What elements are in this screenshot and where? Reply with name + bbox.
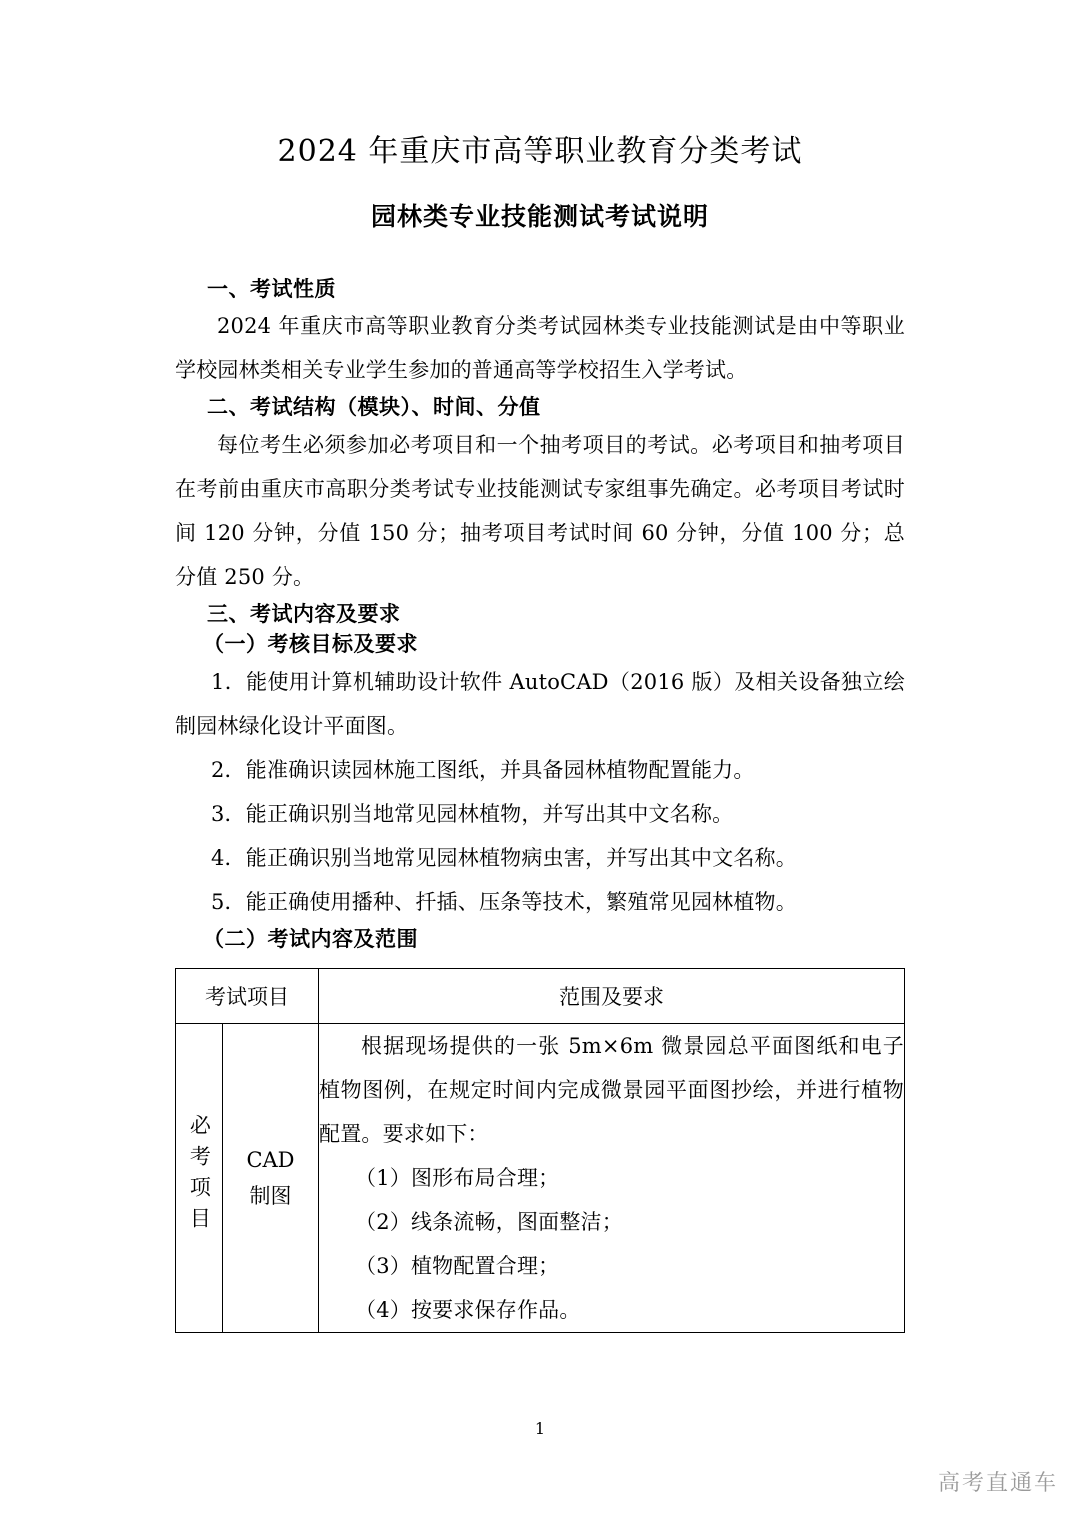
section-1-paragraph: 2024 年重庆市高等职业教育分类考试园林类专业技能测试是由中等职业学校园林类相关专业学生参加的普通高等学校招生入学考试。 bbox=[175, 314, 905, 383]
spacer bbox=[175, 246, 905, 260]
objective-item-4: 4．能正确识别当地常见园林植物病虫害，并写出其中文名称。 bbox=[211, 845, 797, 870]
table-header-row bbox=[176, 969, 905, 1024]
section-heading-2: 二、考试结构（模块）、时间、分值 bbox=[207, 395, 541, 420]
scope-requirement-2: （2）线条流畅，图面整洁； bbox=[355, 1210, 623, 1235]
objective-item-3: 3．能正确识别当地常见园林植物，并写出其中文名称。 bbox=[211, 801, 734, 826]
table-row bbox=[176, 1024, 905, 1333]
table-header-exam-item: 考试项目 bbox=[176, 969, 319, 1024]
table-header-scope-requirements: 范围及要求 bbox=[319, 969, 905, 1024]
exam-content-table bbox=[175, 968, 905, 1333]
page-number: 1 bbox=[534, 1419, 546, 1438]
objective-item-2: 2．能准确识读园林施工图纸，并具备园林植物配置能力。 bbox=[211, 757, 755, 782]
objective-item-1: 1．能使用计算机辅助设计软件 AutoCAD（2016 版）及相关设备独立绘制园林绿化设计平面图。 bbox=[175, 669, 905, 738]
objective-item-5: 5．能正确使用播种、扦插、压条等技术，繁殖常见园林植物。 bbox=[211, 889, 797, 914]
scope-requirement-4: （4）按要求保存作品。 bbox=[355, 1298, 581, 1323]
document-body bbox=[175, 0, 905, 1333]
category-vertical-label: 必考项目 bbox=[187, 1114, 212, 1239]
section-heading-3: 三、考试内容及要求 bbox=[207, 601, 401, 626]
section-heading-1: 一、考试性质 bbox=[207, 277, 336, 301]
project-name-en: CAD bbox=[246, 1148, 295, 1173]
section-2-paragraph: 每位考生必须参加必考项目和一个抽考项目的考试。必考项目和抽考项目在考前由重庆市高职分类考试专业技能测试专家组事先确定。必考项目考试时间 120 分钟，分值 150 分；抽考项目考试时间 60 分钟，分值 100 分；总分值 250 分。 bbox=[175, 432, 905, 589]
project-name-zh: 制图 bbox=[249, 1184, 292, 1209]
document-title-line-2: 园林类专业技能测试考试说明 bbox=[370, 202, 709, 231]
subsection-heading-1: （一）考核目标及要求 bbox=[203, 632, 418, 657]
document-title-line-1: 2024 年重庆市高等职业教育分类考试 bbox=[277, 134, 803, 169]
table-cell-scope bbox=[319, 1024, 905, 1333]
spacer bbox=[175, 260, 905, 274]
subsection-heading-2: （二）考试内容及范围 bbox=[203, 926, 418, 951]
table-cell-project bbox=[223, 1024, 319, 1333]
scope-requirement-3: （3）植物配置合理； bbox=[355, 1254, 560, 1279]
table-cell-category bbox=[176, 1024, 223, 1333]
spacer bbox=[175, 232, 905, 246]
scope-requirement-1: （1）图形布局合理； bbox=[355, 1166, 560, 1191]
scope-intro-paragraph: 根据现场提供的一张 5m×6m 微景园总平面图纸和电子植物图例，在规定时间内完成微景园平面图抄绘，并进行植物配置。要求如下： bbox=[319, 1034, 904, 1147]
watermark: 高考直通车 bbox=[937, 1471, 1058, 1496]
